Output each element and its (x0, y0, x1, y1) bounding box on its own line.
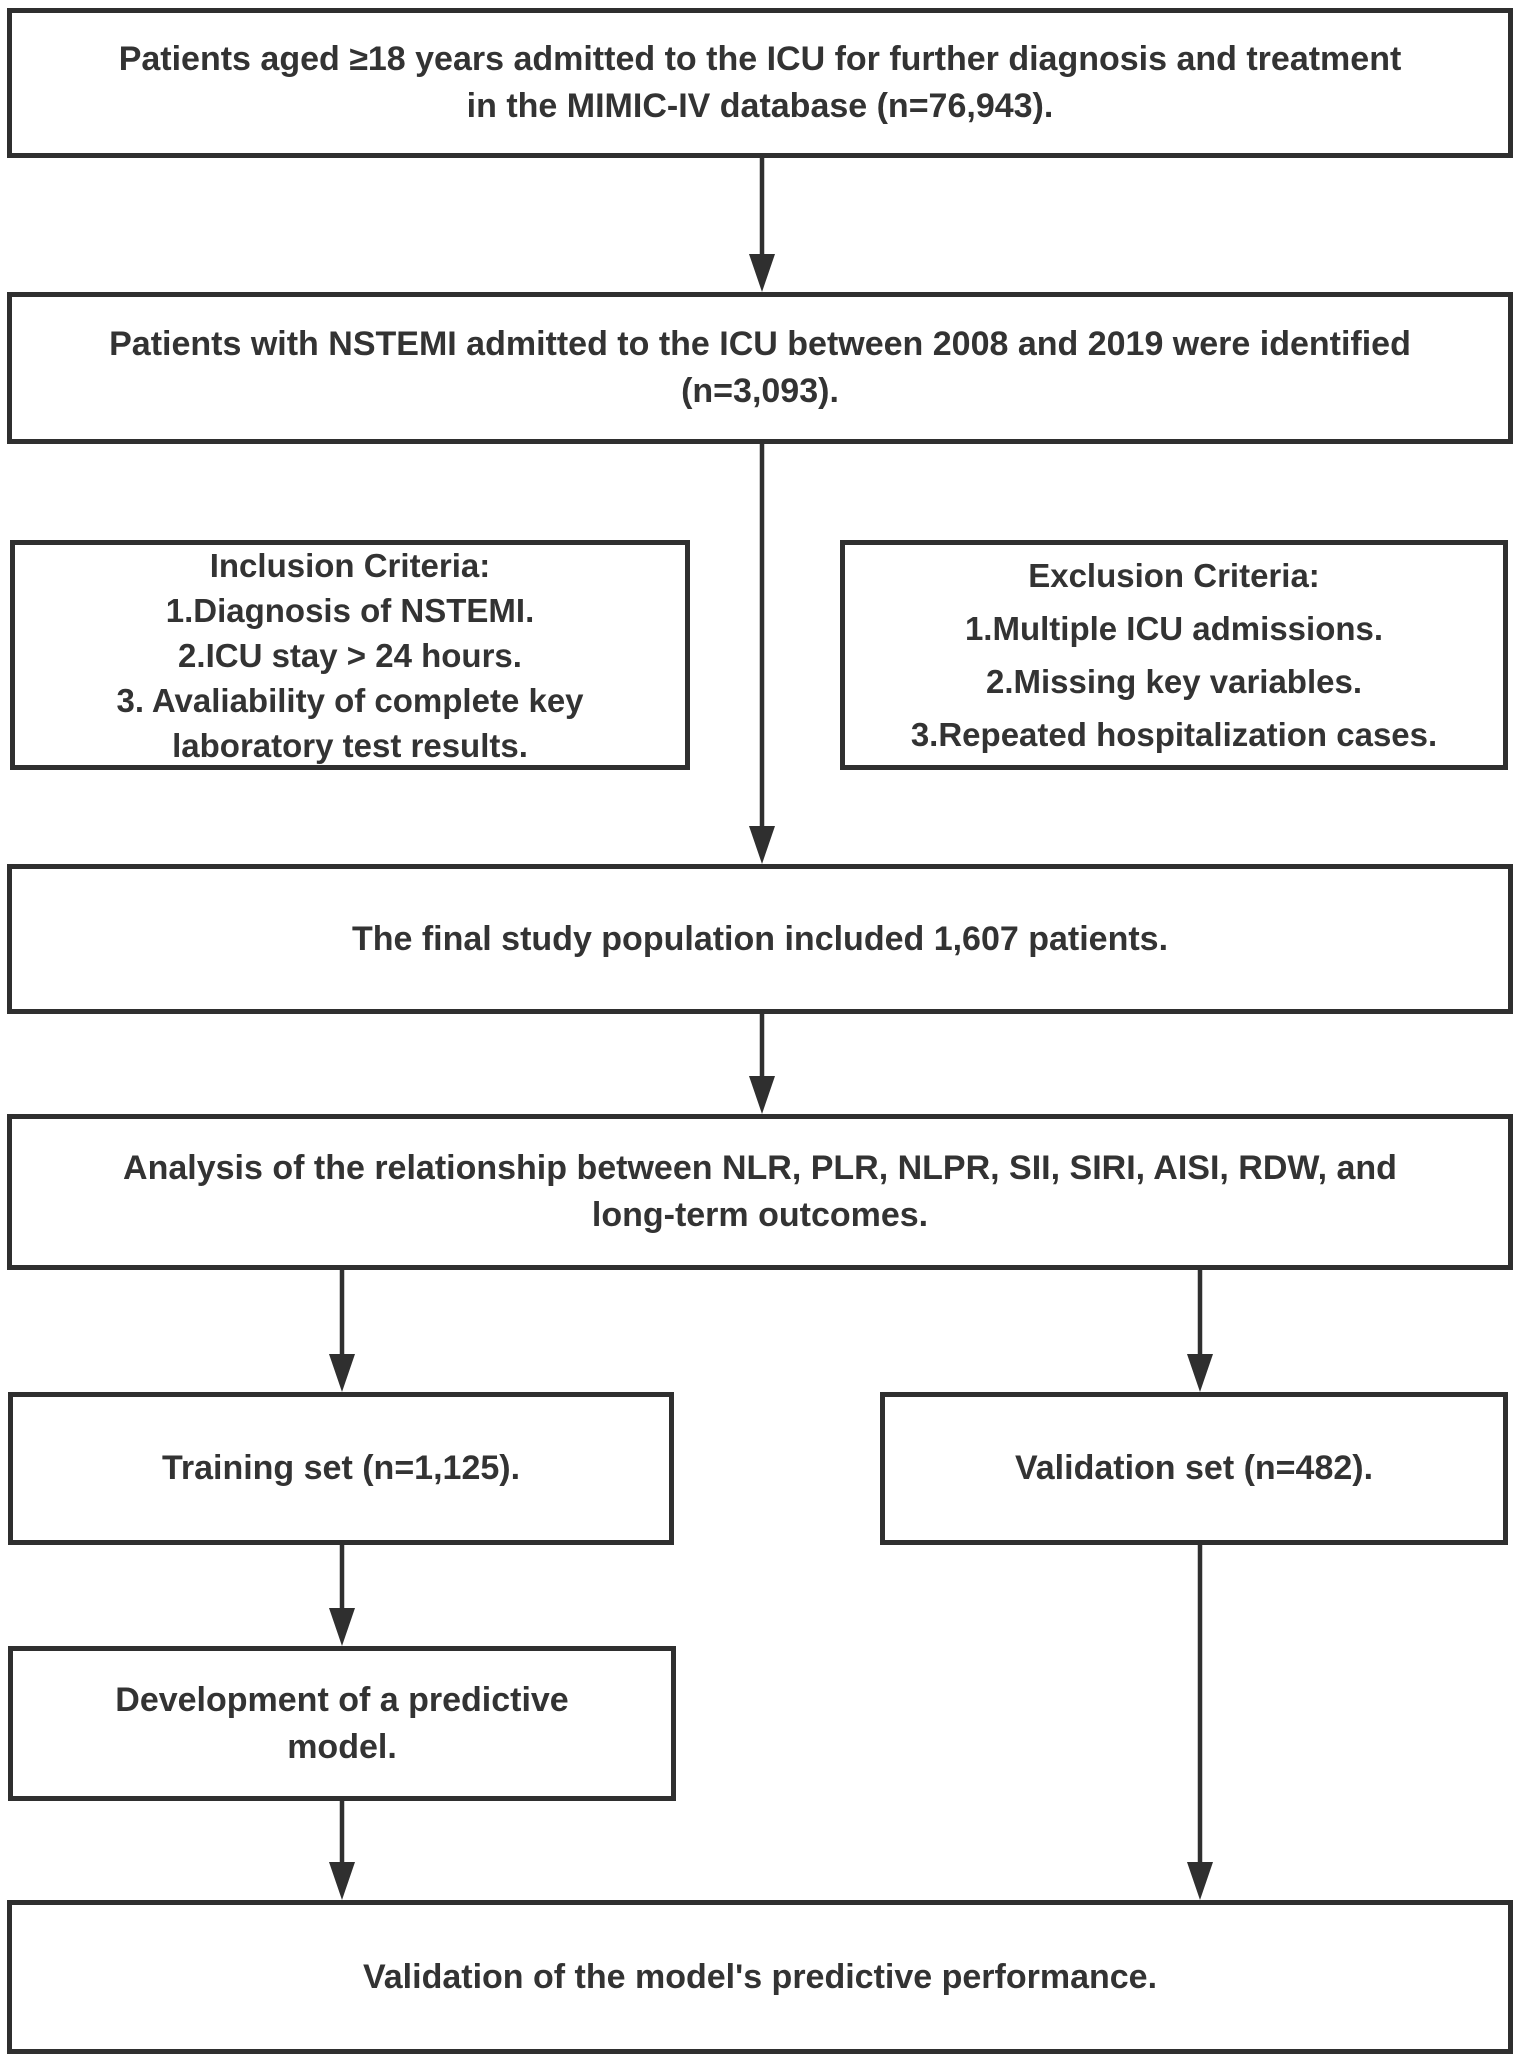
box-exclusion-criteria (840, 540, 1508, 770)
box-inclusion-criteria (10, 540, 690, 770)
arrow-analysis-to-validation (1187, 1270, 1213, 1392)
inclusion-title: Inclusion Criteria: (209, 546, 491, 584)
box-analysis (7, 1114, 1513, 1270)
box-nstemi-identified (7, 292, 1513, 444)
box-final-population (7, 864, 1513, 1014)
exclusion-item-1: 1.Multiple ICU admissions. (964, 610, 1384, 647)
inclusion-item-2: 2.ICU stay > 24 hours. (178, 636, 522, 674)
arrow-final-to-analysis (749, 1014, 775, 1114)
arrow-validation-to-bottom (1187, 1545, 1213, 1900)
exclusion-title: Exclusion Criteria: (1028, 557, 1320, 594)
arrow-training-to-development (329, 1545, 355, 1646)
box-model-validation (7, 1900, 1513, 2054)
box-nstemi-line-1: Patients with NSTEMI admitted to the ICU between 2008 and 2019 were identified (109, 325, 1411, 363)
box-final-population-text: The final study population included 1,607 patients. (351, 919, 1169, 958)
box-model-development (8, 1646, 676, 1801)
arrow-analysis-to-training (329, 1270, 355, 1392)
box-training-set (8, 1392, 674, 1545)
arrow-nstemi-to-final (749, 444, 775, 864)
box-model-development-line-1: Development of a predictive (115, 1680, 569, 1719)
box-icu-population-line-2: in the MIMIC-IV database (n=76,943). (466, 87, 1054, 125)
inclusion-item-3: 3. Avaliability of complete key (116, 681, 584, 719)
arrow-development-to-bottom (329, 1801, 355, 1900)
box-training-set-text: Training set (n=1,125). (161, 1449, 521, 1487)
box-nstemi-line-2: (n=3,093). (681, 372, 839, 410)
box-icu-population-line-1: Patients aged ≥18 years admitted to the ICU for further diagnosis and treatment (118, 40, 1402, 78)
box-model-validation-text: Validation of the model's predictive performance. (362, 1957, 1158, 1996)
box-validation-set-text: Validation set (n=482). (1014, 1449, 1374, 1487)
box-model-development-line-2: model. (287, 1727, 397, 1766)
box-validation-set (880, 1392, 1508, 1545)
exclusion-item-2: 2.Missing key variables. (985, 663, 1363, 700)
exclusion-item-3: 3.Repeated hospitalization cases. (910, 716, 1438, 753)
arrow-top-to-nstemi (749, 158, 775, 292)
inclusion-item-1: 1.Diagnosis of NSTEMI. (165, 591, 535, 629)
inclusion-item-3-cont: laboratory test results. (172, 726, 528, 764)
box-analysis-line-1: Analysis of the relationship between NLR, PLR, NLPR, SII, SIRI, AISI, RDW, and (123, 1149, 1397, 1187)
box-icu-population (7, 8, 1513, 158)
box-analysis-line-2: long-term outcomes. (591, 1196, 929, 1234)
